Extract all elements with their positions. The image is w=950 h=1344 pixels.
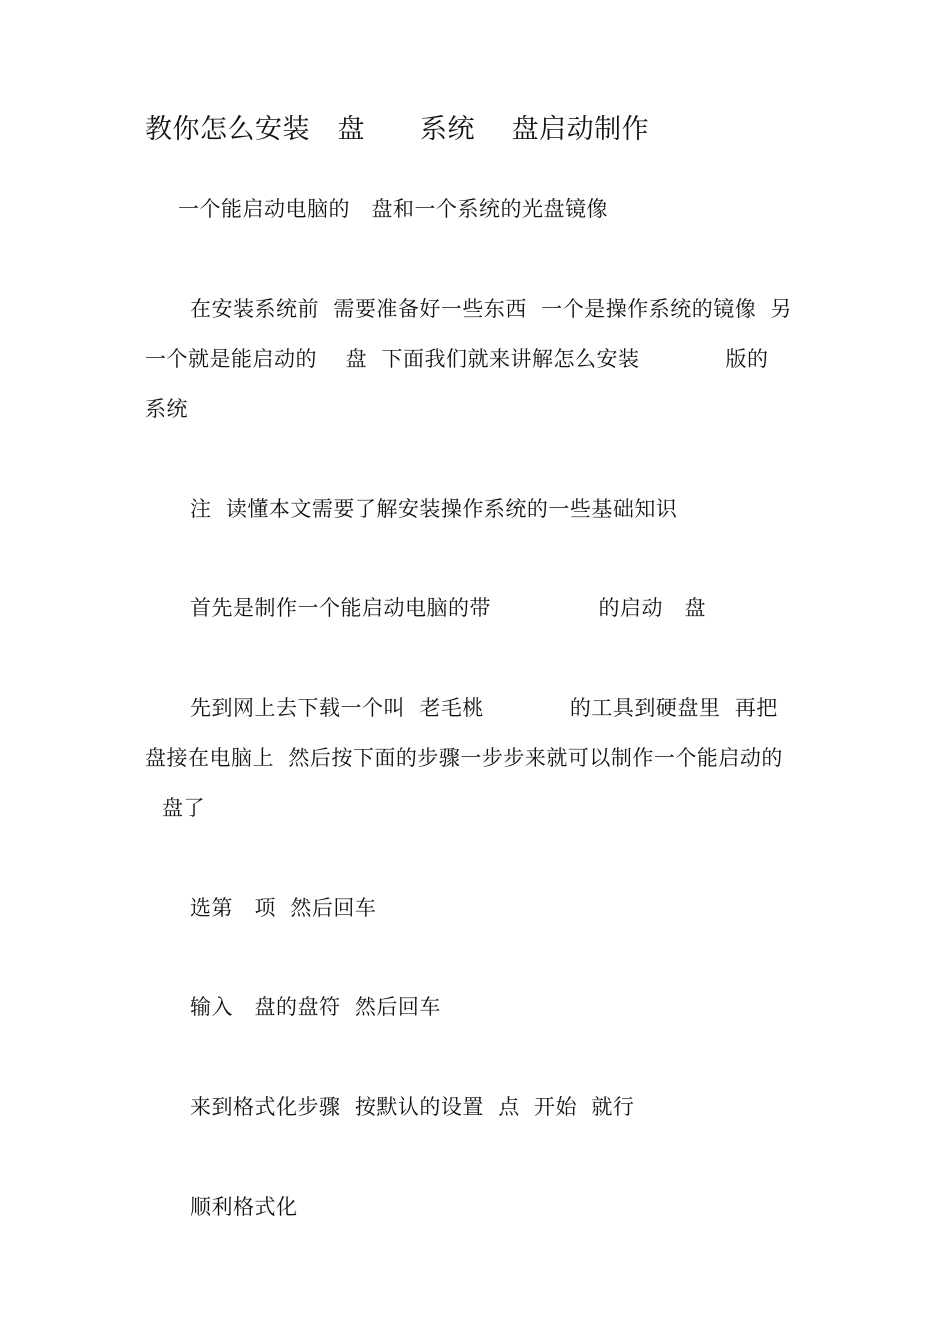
paragraph-download-line-3: 盘了 bbox=[162, 796, 205, 820]
step-select-option: 选第 项 然后回车 bbox=[190, 896, 377, 920]
paragraph-intro-line-1: 在安装系统前 需要准备好一些东西 一个是操作系统的镜像 另 bbox=[190, 297, 793, 321]
step-format: 来到格式化步骤 按默认的设置 点 开始 就行 bbox=[190, 1095, 635, 1119]
paragraph-first-step: 首先是制作一个能启动电脑的带 的启动 盘 bbox=[190, 596, 706, 620]
paragraph-download-line-2: 盘接在电脑上 然后按下面的步骤一步步来就可以制作一个能启动的 bbox=[145, 746, 783, 770]
subtitle: 一个能启动电脑的 盘和一个系统的光盘镜像 bbox=[178, 197, 608, 221]
page-title: 教你怎么安装 盘 系统 盘启动制作 bbox=[145, 114, 650, 145]
note-paragraph: 注 读懂本文需要了解安装操作系统的一些基础知识 bbox=[190, 497, 678, 521]
paragraph-intro-line-2: 一个就是能启动的 盘 下面我们就来讲解怎么安装 版的 bbox=[145, 347, 769, 371]
paragraph-intro-line-3: 系统 bbox=[145, 397, 188, 421]
step-enter-drive-letter: 输入 盘的盘符 然后回车 bbox=[190, 995, 441, 1019]
paragraph-download-line-1: 先到网上去下载一个叫 老毛桃 的工具到硬盘里 再把 bbox=[190, 696, 778, 720]
step-format-success: 顺利格式化 bbox=[190, 1195, 298, 1219]
